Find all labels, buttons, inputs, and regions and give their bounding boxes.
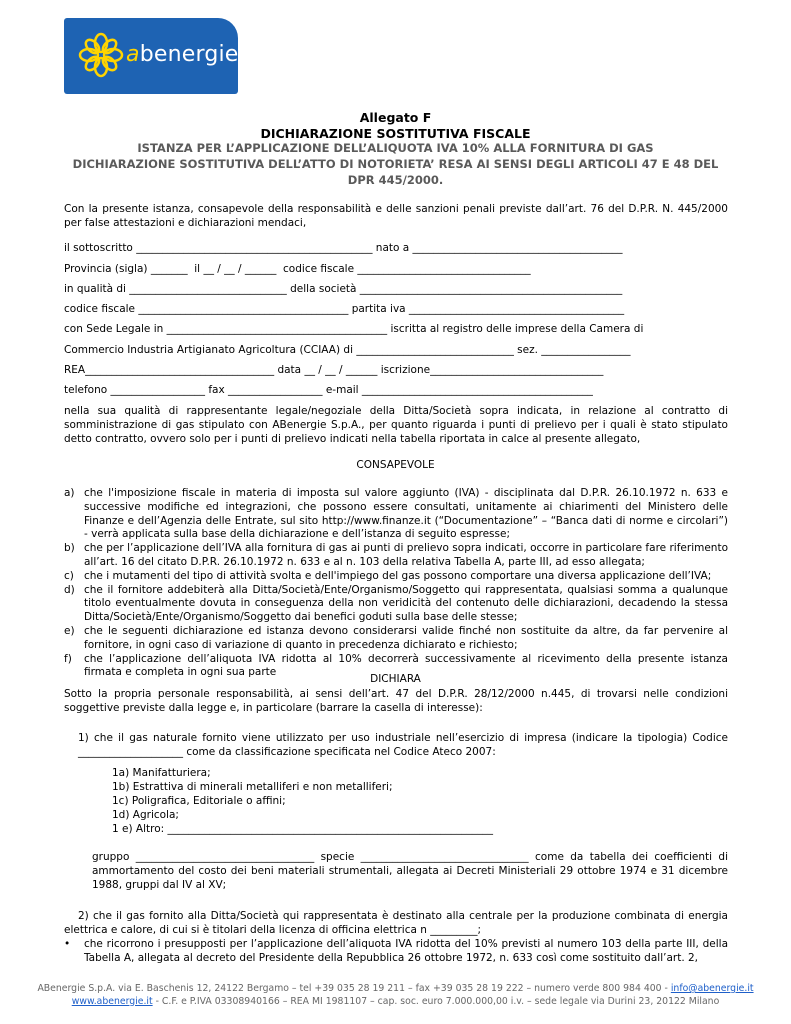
- list-item: [64, 570, 728, 584]
- email-link[interactable]: info@abenergie.it: [670, 983, 754, 994]
- dichiara-heading: DICHIARA: [370, 673, 421, 685]
- allegato-label: Allegato F: [359, 110, 432, 125]
- logo-wordmark-a: a: [126, 42, 140, 67]
- point-1-options: [112, 766, 493, 836]
- option-1c[interactable]: 1c) Poligrafica, Editoriale o affini;: [112, 795, 286, 807]
- footer-address: ABenergie S.p.A. via E. Baschenis 12, 24122 Bergamo – tel +39 035 28 19 211 – fax +39 035 28 19 222 – numero verde 800 984 400 -: [37, 983, 671, 994]
- footer-line-1: [0, 983, 791, 996]
- option-1a[interactable]: 1a) Manifatturiera;: [112, 767, 211, 779]
- logo-wordmark: [126, 42, 239, 67]
- list-item-text: che il fornitore addebiterà alla Ditta/Società/Ente/Organismo/Soggetto qui rappresentata, qualsiasi somma a qualunque titolo eventualmente dovuta in conseguenza della non veridicità del contenuto delle dichiarazioni, decadendo la stessa Ditta/Società/Ente/Organismo/Soggetto dai benefici goduti sulla base delle stesse;: [84, 583, 728, 624]
- list-marker: a): [64, 487, 75, 499]
- option-1d[interactable]: 1d) Agricola;: [112, 809, 179, 821]
- form-line-provincia[interactable]: Provincia (sigla) _______ il __ / __ / ______ codice fiscale _________________________________: [64, 263, 531, 275]
- list-marker: c): [64, 569, 74, 582]
- form-line-rea[interactable]: REA____________________________________ data __ / __ / ______ iscrizione_________________________________: [64, 364, 604, 376]
- list-marker: d): [64, 583, 75, 596]
- consapevole-list: [64, 487, 728, 680]
- list-marker: b): [64, 542, 75, 555]
- option-1b[interactable]: 1b) Estrattiva di minerali metalliferi e non metalliferi;: [112, 781, 393, 793]
- list-item: [64, 625, 728, 653]
- list-item-text: che l'imposizione fiscale in materia di imposta sul valore aggiunto (IVA) - disciplinata dal D.P.R. 26.10.1972 n. 633 e successive modifiche ed integrazioni, che possono essere consultati, unitamente ai chiarimenti del Ministero delle Finanze e dell’Agenzia delle Entrate, sul sito http://www.finanze.it (“Documentazione” – “Banca dati di norme e circolari”) - verrà applicata sulla base della dichiarazione e dell’istanza di seguito espresse;: [84, 487, 728, 541]
- footer: [0, 983, 791, 1008]
- form-line-codice-fiscale[interactable]: codice fiscale ________________________________________ partita iva _________________________________________: [64, 303, 625, 315]
- point-2-text: 2) che il gas fornito alla Ditta/Società qui rappresentata è destinato alla centrale per la produzione combinata di energia elettrica e calore, di cui si è titolari della licenza di officina elettrica n _________;: [64, 910, 728, 936]
- document-subtitle: DPR 445/2000.: [347, 173, 444, 187]
- list-item: [64, 937, 728, 965]
- bullet-marker: •: [64, 938, 71, 950]
- qualita-paragraph: nella sua qualità di rappresentante legale/negoziale della Ditta/Società sopra indicata, in relazione al contratto di somministrazione di gas stipulato con ABenergie S.p.A., per quanto riguarda i punti di prelievo per i quali è stato stipulato detto contratto, ovvero solo per i punti di prelievo indicati nella tabella riportata in calce al presente allegato,: [64, 405, 728, 445]
- form-line-sottoscritto[interactable]: il sottoscritto _____________________________________________ nato a ________________________________________: [64, 242, 623, 254]
- form-line-contatti[interactable]: telefono __________________ fax __________________ e-mail ____________________________________________: [64, 384, 593, 396]
- gruppo-paragraph: gruppo __________________________________ specie ________________________________ come da tabella dei coefficienti di ammortamento del costo dei beni materiali strumentali, allegata ai Decreti Ministeriali 29 ottobre 1974 e 31 dicembre 1988, gruppi dal IV al XV;: [92, 851, 728, 891]
- list-item: [64, 584, 728, 625]
- list-item-text: che i mutamenti del tipo di attività svolta e dell'impiego del gas possono comportare una diversa applicazione dell’IVA;: [84, 569, 712, 582]
- document-subtitle: DICHIARAZIONE SOSTITUTIVA DELL’ATTO DI NOTORIETA’ RESA AI SENSI DEGLI ARTICOLI 47 E 48 DEL: [72, 157, 719, 171]
- bullet-list: [64, 937, 728, 965]
- footer-company-info: - C.F. e P.IVA 03308940166 – REA MI 1981107 – cap. soc. euro 7.000.000,00 i.v. – sede legale via Durini 23, 20122 Milano: [152, 995, 720, 1007]
- form-line-qualita[interactable]: in qualità di ______________________________ della società __________________________________________________: [64, 283, 623, 295]
- footer-line-2: [0, 996, 791, 1009]
- flower-icon: [78, 32, 124, 78]
- list-marker: e): [64, 624, 75, 637]
- document-subtitle: ISTANZA PER L’APPLICAZIONE DELL’ALIQUOTA IVA 10% ALLA FORNITURA DI GAS: [137, 141, 654, 155]
- list-item: [64, 542, 728, 570]
- form-line-sede-legale[interactable]: con Sede Legale in __________________________________________ iscritta al registro delle imprese della Camera di: [64, 323, 644, 335]
- list-item-text: che le seguenti dichiarazione ed istanza devono considerarsi valide finché non sostituite da altre, da far pervenire al fornitore, in ogni caso di variazione di quanto in precedenza dichiarato e richiesto;: [84, 624, 728, 651]
- dichiara-paragraph: Sotto la propria personale responsabilità, ai sensi dell’art. 47 del D.P.R. 28/12/2000 n.445, di trovarsi nelle condizioni soggettive previste dalla legge e, in particolare (barrare la casella di interesse):: [64, 688, 728, 714]
- list-item-text: che per l’applicazione dell’IVA alla fornitura di gas ai punti di prelievo sopra indicati, occorre in particolare fare riferimento all’art. 16 del citato D.P.R. 26.10.1972 n. 633 e al n. 103 della relativa Tabella A, parte III, ad esso allegata;: [84, 542, 728, 568]
- intro-paragraph: Con la presente istanza, consapevole della responsabilità e delle sanzioni penali previste dall’art. 76 del D.P.R. N. 445/2000 per false attestazioni e dichiarazioni mendaci,: [64, 203, 728, 229]
- list-item-text: che ricorrono i presupposti per l’applicazione dell’aliquota IVA ridotta del 10% previsti al numero 103 della parte III, della Tabella A, allegata al decreto del Presidente della Repubblica 26 ottobre 1972, n. 633 così come sostituito dall’art. 2,: [84, 938, 728, 964]
- logo-wordmark-rest: benergie: [139, 42, 239, 67]
- company-logo: [64, 18, 238, 94]
- point-1-text: 1) che il gas naturale fornito viene utilizzato per uso industriale nell’esercizio di impresa (indicare la tipologia) Codice ____________________ come da classificazione specificata nel Codice Ateco 2007:: [78, 732, 728, 758]
- option-1e[interactable]: 1 e) Altro: ______________________________________________________________: [112, 823, 494, 835]
- document-title: DICHIARAZIONE SOSTITUTIVA FISCALE: [260, 126, 531, 141]
- website-link[interactable]: www.abenergie.it: [71, 995, 153, 1007]
- form-line-cciaa[interactable]: Commercio Industria Artigianato Agricoltura (CCIAA) di ______________________________ sez. _________________: [64, 344, 631, 356]
- consapevole-heading: CONSAPEVOLE: [356, 459, 435, 471]
- list-item: [64, 487, 728, 542]
- list-marker: f): [64, 652, 72, 665]
- list-item-text: che l’applicazione dell’aliquota IVA ridotta al 10% decorrerà successivamente al ricevimento della presente istanza firmata e completa in ogni sua parte: [84, 652, 728, 679]
